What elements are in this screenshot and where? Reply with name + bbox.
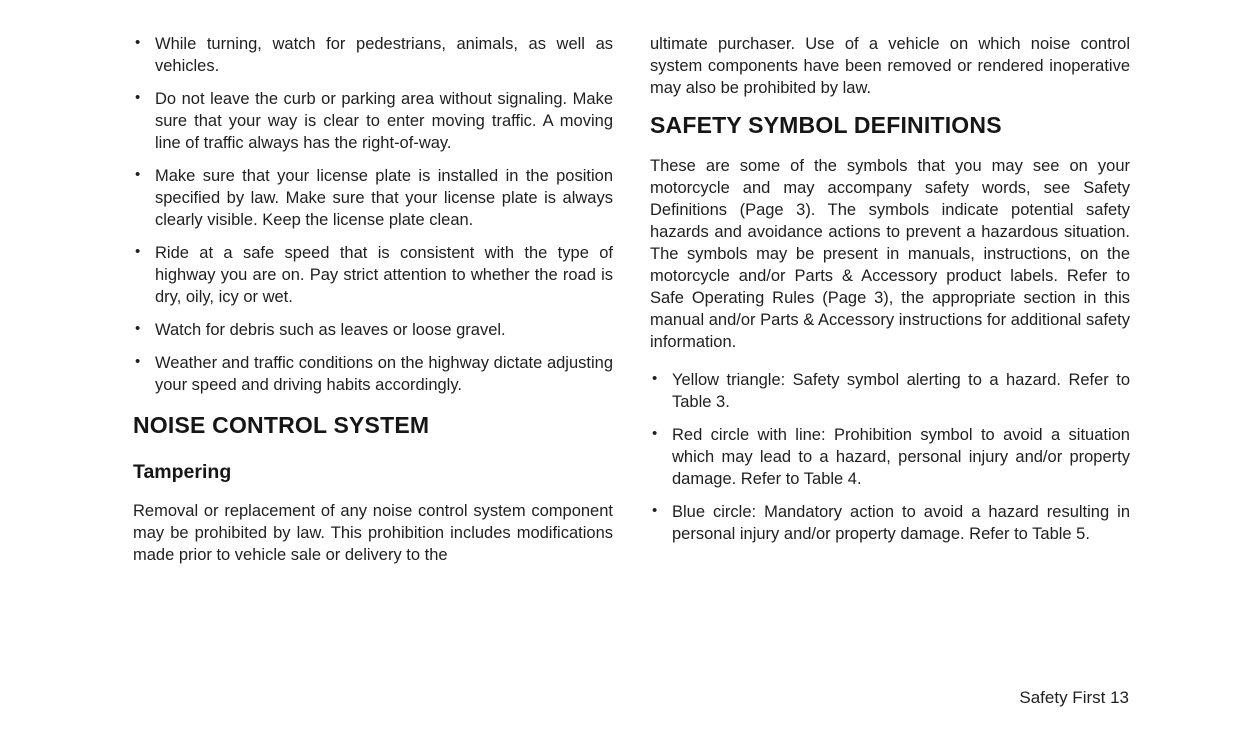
bullet-marker: • [652, 370, 658, 387]
list-item-text: Weather and traffic conditions on the highway dictate adjusting your speed and driving habits accordingly. [155, 354, 613, 394]
safety-symbols-paragraph: These are some of the symbols that you may see on your motorcycle and may accompany safety words, see Safety Definitions (Page 3). The symbols indicate potential safety hazards and avoidance actions to prevent a hazardous situation. The symbols may be present in manuals, instructions, on the motorcycle and/or Parts & Accessory product labels. Refer to Safe Operating Rules (Page 3), the appropriate section in this manual and/or Parts & Accessory instructions for additional safety information. [650, 157, 1130, 351]
bullet-marker: • [135, 320, 141, 337]
bullet-marker: • [652, 425, 658, 442]
list-item-text: Yellow triangle: Safety symbol alerting to a hazard. Refer to Table 3. [672, 371, 1130, 411]
list-item [650, 424, 1130, 490]
list-item-text: While turning, watch for pedestrians, animals, as well as vehicles. [155, 35, 613, 75]
page-footer: Safety First 13 [1019, 688, 1129, 707]
list-item [133, 352, 613, 396]
tampering-paragraph-continuation: ultimate purchaser. Use of a vehicle on which noise control system components have been removed or rendered inoperative may also be prohibited by law. [650, 35, 1130, 97]
list-item [133, 165, 613, 231]
list-item [133, 33, 613, 77]
safety-symbols-bullet-list [650, 369, 1130, 545]
list-item-text: Do not leave the curb or parking area without signaling. Make sure that your way is clear to enter moving traffic. A moving line of traffic always has the right-of-way. [155, 90, 613, 152]
bullet-marker: • [135, 89, 141, 106]
list-item-text: Make sure that your license plate is installed in the position specified by law. Make sure that your license plate is always clearly visible. Keep the license plate clean. [155, 167, 613, 229]
safety-symbol-definitions-heading: SAFETY SYMBOL DEFINITIONS [650, 112, 1002, 138]
list-item [133, 319, 613, 341]
list-item-text: Red circle with line: Prohibition symbol to avoid a situation which may lead to a hazard, personal injury and/or property damage. Refer to Table 4. [672, 426, 1130, 488]
tampering-subheading: Tampering [133, 461, 232, 483]
bullet-marker: • [135, 353, 141, 370]
bullet-marker: • [135, 243, 141, 260]
bullet-marker: • [652, 502, 658, 519]
noise-control-system-heading: NOISE CONTROL SYSTEM [133, 412, 430, 438]
list-item [650, 501, 1130, 545]
list-item-text: Watch for debris such as leaves or loose gravel. [155, 321, 506, 339]
list-item [650, 369, 1130, 413]
safe-riding-bullet-list [133, 33, 613, 396]
list-item-text: Blue circle: Mandatory action to avoid a hazard resulting in personal injury and/or property damage. Refer to Table 5. [672, 503, 1130, 543]
right-column [650, 33, 1130, 566]
tampering-paragraph: Removal or replacement of any noise control system component may be prohibited by law. This prohibition includes modifications made prior to vehicle sale or delivery to the [133, 502, 613, 564]
bullet-marker: • [135, 166, 141, 183]
list-item [133, 242, 613, 308]
list-item-text: Ride at a safe speed that is consistent with the type of highway you are on. Pay strict attention to whether the road is dry, oily, icy or wet. [155, 244, 613, 306]
left-column [133, 33, 613, 566]
list-item [133, 88, 613, 154]
bullet-marker: • [135, 34, 141, 51]
